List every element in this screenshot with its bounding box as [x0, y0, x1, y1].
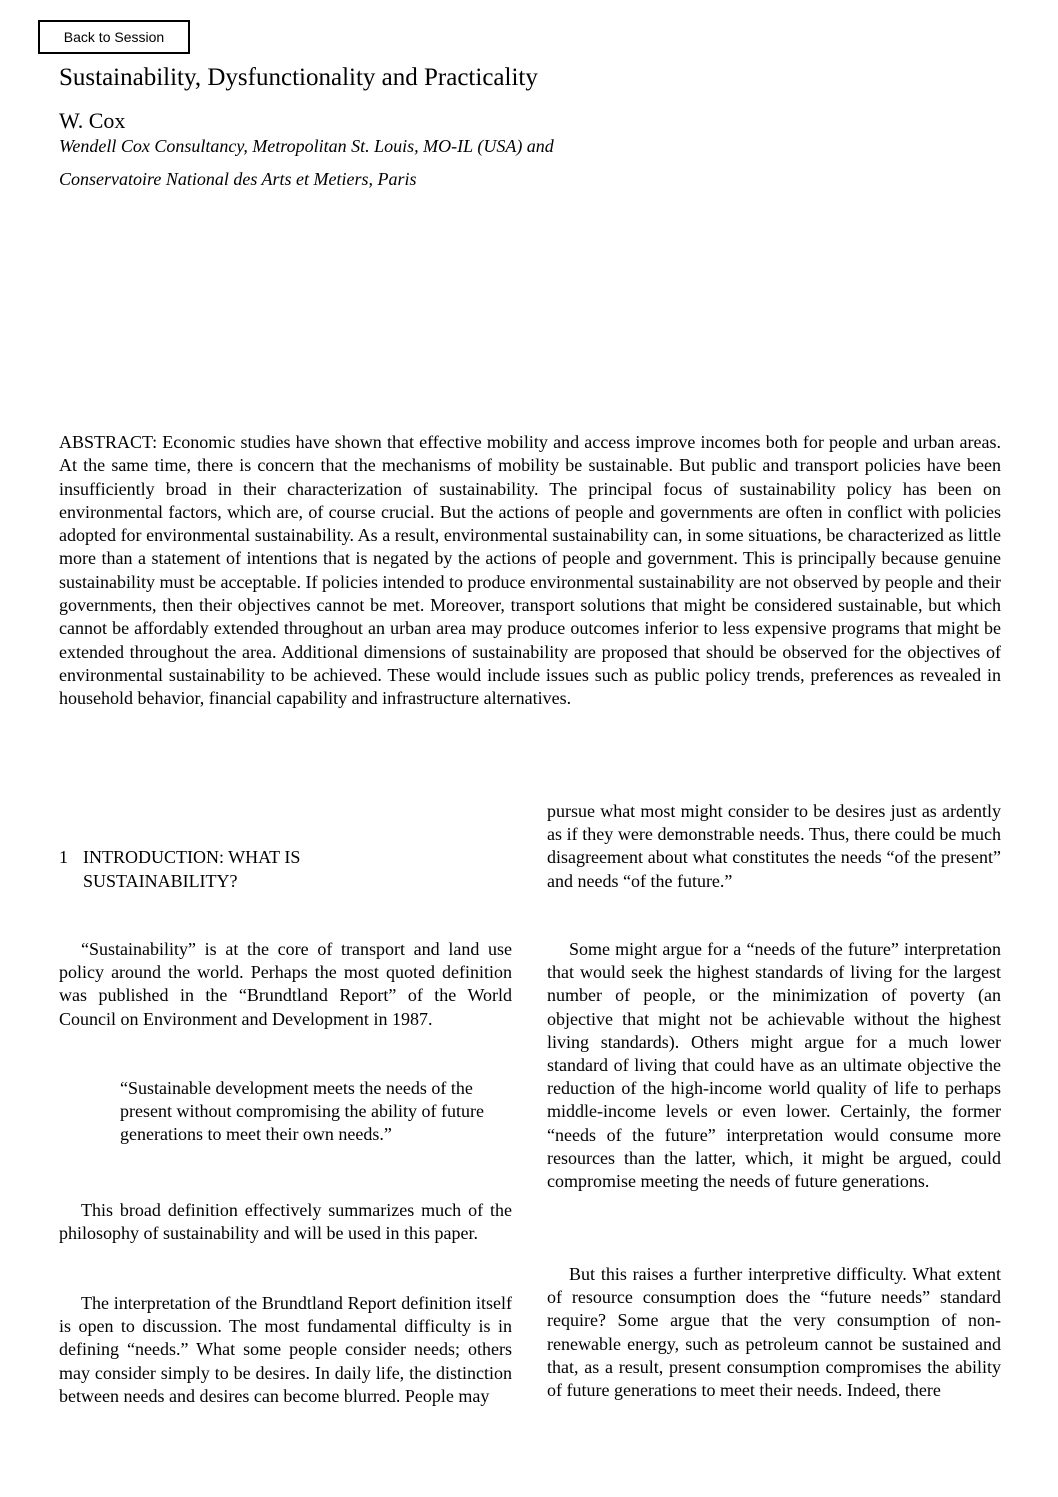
section-title-line1: INTRODUCTION: WHAT IS: [83, 847, 301, 867]
paper-title: Sustainability, Dysfunctionality and Practicality: [59, 64, 538, 91]
block-quote: “Sustainable development meets the needs of the present without compromising the ability of future generations to meet their own needs.”: [120, 1078, 484, 1145]
right-paragraph-2: Some might argue for a “needs of the future” interpretation that would seek the highest standards of living for the largest number of people, or the minimization of poverty (an objective that might not be achievable without the highest living standards). Others might argue for a much lower standard of living that could have as an ultimate objective the reduction of the high-income world quality of life to perhaps middle-income levels or even lower. Certainly, the former “needs of the future” interpretation would consume more resources than the latter, which, it might be argued, could compromise meeting the needs of future generations.: [547, 939, 1001, 1192]
abstract: ABSTRACT: Economic studies have shown that effective mobility and access improve incomes both for people and urban areas. At the same time, there is concern that the mechanisms of mobility be sustainable. But public and transport policies have been insufficiently broad in their characterization of sustainability. The principal focus of sustainability policy has been on environmental factors, which are, of course crucial. But the actions of people and governments are often in conflict with policies adopted for environmental sustainability. As a result, environmental sustainability can, in some situations, be characterized as little more than a statement of intentions that is negated by the actions of people and government. This is principally because genuine sustainability must be acceptable. If policies intended to produce environmental sustainability are not observed by people and their governments, then their objectives cannot be met. Moreover, transport solutions that might be considered sustainable, but which cannot be affordably extended throughout an urban area may produce outcomes inferior to less expensive programs that might be extended throughout the area. Additional dimensions of sustainability are proposed that should be observed for the objectives of environmental sustainability to be achieved. These would include issues such as public policy trends, preferences as revealed in household behavior, financial capability and infrastructure alternatives.: [59, 432, 1001, 709]
right-paragraph-3: But this raises a further interpretive difficulty. What extent of resource consumption does the “future needs” standard require? Some argue that the very consumption of non-renewable energy, such as petroleum cannot be sustained and that, as a result, present consumption compromises the ability of future generations to meet their needs. Indeed, there: [547, 1264, 1001, 1401]
paper-author: W. Cox: [59, 108, 126, 133]
author-affiliation-line1: Wendell Cox Consultancy, Metropolitan St. Louis, MO-IL (USA) and: [59, 136, 554, 156]
section-title-line2: SUSTAINABILITY?: [83, 870, 238, 891]
right-paragraph-1: pursue what most might consider to be desires just as ardently as if they were demonstrable needs. Thus, there could be much disagreement about what constitutes the needs “of the present” and needs “of the future.”: [547, 801, 1001, 891]
section-number: 1: [59, 847, 68, 867]
left-paragraph-1: “Sustainability” is at the core of transport and land use policy around the world. Perhaps the most quoted definition was published in the “Brundtland Report” of the World Council on Environment and Development in 1987.: [59, 939, 512, 1029]
section-heading: [59, 846, 300, 893]
left-paragraph-3: The interpretation of the Brundtland Report definition itself is open to discussion. The most fundamental difficulty is in defining “needs.” What some people consider needs; others may consider simply to be desires. In daily life, the distinction between needs and desires can become blurred. People may: [59, 1293, 512, 1406]
left-paragraph-2: This broad definition effectively summarizes much of the philosophy of sustainability and will be used in this paper.: [59, 1200, 512, 1244]
back-to-session-button[interactable]: Back to Session: [38, 20, 190, 54]
author-affiliation-line2: Conservatoire National des Arts et Metiers, Paris: [59, 169, 417, 189]
